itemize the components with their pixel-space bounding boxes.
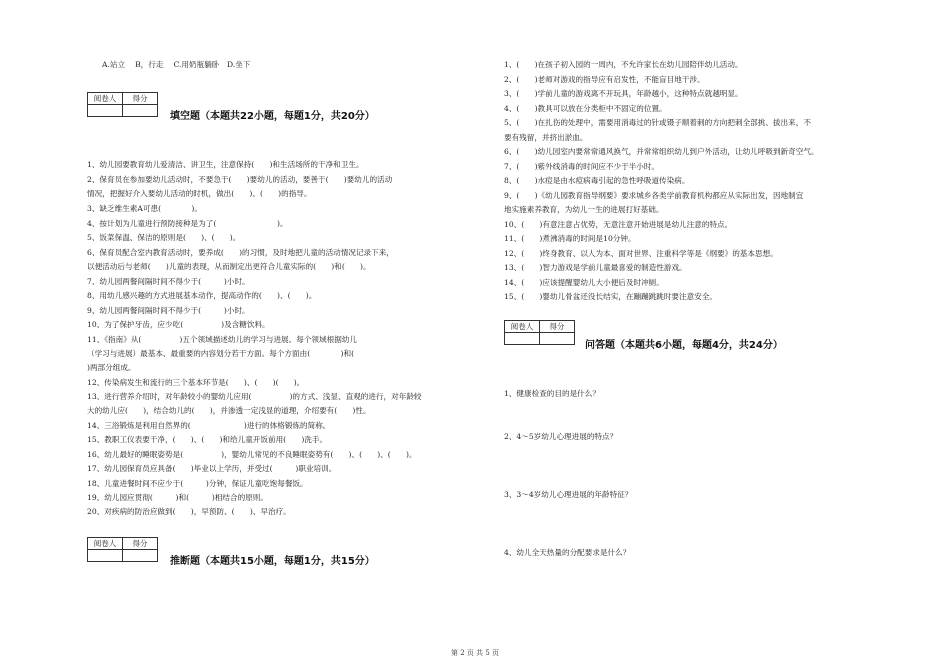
fill-line: 16、幼儿最好的睡眠姿势是( )，婴幼儿常见的不良睡眠姿势有( )、( )、( )。: [87, 450, 417, 459]
fill-line: 13、进行营养介绍时，对年龄较小的婴幼儿应用( )的方式、浅显、直观的进行，对年龄较: [87, 392, 422, 401]
judge-line: 13、( )智力游戏是学前儿童最喜爱的制造性游戏。: [504, 263, 687, 272]
score-cell[interactable]: [540, 333, 575, 345]
fill-line: 19、幼儿园应贯彻( )和( )相结合的原则。: [87, 493, 268, 502]
options-line: A.站立 B，行走 C.用奶瓶躺卧 D.坐下: [102, 60, 251, 69]
judge-line: 15、( )婴幼儿骨盆还没长结实，在蹦蹦跳跳时要注意安全。: [504, 292, 718, 301]
score-label: 得分: [123, 93, 158, 105]
judge-line: 8、( )水痘是由水痘病毒引起的急性呼吸道传染病。: [504, 176, 690, 185]
qa-question: 1、健康检查的目的是什么？: [504, 389, 600, 398]
section-heading-judge: 推断题（本题共15小题，每题1分，共15分）: [170, 556, 375, 567]
qa-question: 2、4～5岁幼儿心理进展的特点？: [504, 432, 618, 441]
page-number: 第 2 页 共 5 页: [450, 649, 500, 657]
fill-line: 20、对疾病的防治应做到( )，早预防、( )、早治疗。: [87, 507, 291, 516]
judge-line: 5、( )在扎伤的处理中，需要用消毒过的针或镊子顺着刺的方向把刺全部挑、拔出来，不: [504, 118, 811, 127]
judge-line: 2、( )老师对游戏的指导应有启发性，不能盲目地干涉。: [504, 75, 705, 84]
reviewer-cell[interactable]: [88, 550, 123, 562]
judge-line: 12、( )终身教育、以人为本、面对世界、注重科学等是《纲要》的基本思想。: [504, 249, 778, 258]
qa-question: 3、3～4岁幼儿心理进展的年龄特征？: [504, 490, 633, 499]
fill-line: 4、按计划为儿童进行预防接种是为了( )。: [87, 219, 288, 228]
score-box-judge: [87, 537, 158, 562]
judge-line: 1、( )在孩子初入园的一周内，不允许家长在幼儿园陪伴幼儿活动。: [504, 60, 743, 69]
score-box-qa: [504, 320, 575, 345]
fill-line: （学习与进展）最基本、最重要的内容划分若干方面。每个方面由( )和(: [87, 349, 377, 358]
judge-line: 3、( )学前儿童的游戏离不开玩具，年龄越小，这种特点就越明显。: [504, 89, 743, 98]
section-heading-fill: 填空题（本题共22小题，每题1分，共20分）: [170, 111, 375, 122]
score-box-fill: [87, 92, 158, 117]
score-label: 得分: [540, 321, 575, 333]
section-heading-qa: 问答题（本题共6小题，每题4分，共24分）: [585, 340, 783, 351]
judge-line: 9、( )《幼儿园教育指导纲要》要求城乡各类学前教育机构都应从实际出发，因地制宜: [504, 191, 804, 200]
judge-line: 10、( )有意注意占优势，无意注意开始进展是幼儿注意的特点。: [504, 220, 733, 229]
score-cell[interactable]: [123, 550, 158, 562]
judge-line: 14、( )应该提醒婴幼儿大小便后及时冲厕。: [504, 278, 664, 287]
fill-line: )两部分组成。: [87, 363, 136, 372]
fill-line: 11、《指南》从( )五个领域描述幼儿的学习与进展。每个领域根据幼儿: [87, 335, 357, 344]
reviewer-label: 阅卷人: [88, 538, 123, 550]
fill-line: 12、传染病发生和流行的三个基本环节是( )、( )( )。: [87, 378, 305, 387]
judge-line: 地实施素养教育，为幼儿一生的进展打好基础。: [504, 205, 664, 214]
fill-line: 3、缺乏维生素A可患( )。: [87, 204, 202, 213]
judge-line: 6、( )幼儿园室内要常常通风换气，并常常组织幼儿到户外活动，让幼儿呼吸到新奇空气。: [504, 147, 819, 156]
fill-line: 5、饭菜保温、保洁的原则是( )、( )。: [87, 233, 241, 242]
fill-line: 7、幼儿园两餐间隔时间不得少于( )小时。: [87, 277, 250, 286]
fill-line: 14、三浴锻炼是利用自然界的( )进行的体格锻炼的简称。: [87, 421, 331, 430]
fill-line: 10、为了保护牙齿，应少吃( )及含糖饮料。: [87, 320, 270, 329]
judge-line: 4、( )教具可以放在分类柜中不固定的位置。: [504, 104, 667, 113]
score-cell[interactable]: [123, 105, 158, 117]
reviewer-label: 阅卷人: [505, 321, 540, 333]
reviewer-cell[interactable]: [88, 105, 123, 117]
judge-line: 11、( )煮沸消毒的时间是10分钟。: [504, 234, 636, 243]
fill-line: 6、保育员配合室内教育活动时，要养成( )的习惯，及时地把儿童的活动情况记录下来，: [87, 248, 394, 257]
judge-line: 7、( )紫外线消毒的时间应不少于半小时。: [504, 162, 660, 171]
qa-question: 4、幼儿全天热量的分配要求是什么？: [504, 548, 631, 557]
fill-line: 9、幼儿园两餐间隔时间不得少于( )小时。: [87, 306, 250, 315]
score-label: 得分: [123, 538, 158, 550]
fill-line: 17、幼儿园保育员应具备( )毕业以上学历，并受过( )职业培训。: [87, 464, 337, 473]
judge-line: 要有残留，并挤出淤血。: [504, 133, 588, 142]
fill-line: 大的幼儿应( )，结合幼儿的( )，并渗透一定浅显的道理，介绍要有( )性。: [87, 406, 371, 415]
fill-line: 1、幼儿园要教育幼儿爱清洁、讲卫生，注意保持( )和生活场所的干净和卫生。: [87, 160, 364, 169]
fill-line: 以便活动后与老师( )儿童的表现，从而制定出更符合儿童实际的( )和( )。: [87, 262, 371, 271]
fill-line: 15、教职工仪表要干净，( )、( )和给儿童开饭前用( )洗手。: [87, 435, 328, 444]
fill-line: 2、保育员在参加要幼儿活动时，不要急于( )要幼儿的活动，要善于( )要幼儿的活动: [87, 175, 393, 184]
reviewer-cell[interactable]: [505, 333, 540, 345]
fill-line: 8、用幼儿感兴趣的方式进展基本动作，提高动作的( )、( )。: [87, 291, 317, 300]
reviewer-label: 阅卷人: [88, 93, 123, 105]
fill-line: 18、儿童进餐时间不应少于( )分钟，保证儿童吃饱每餐饭。: [87, 479, 308, 488]
fill-line: 情况，把握好介入要幼儿活动的时机，做出( )、( )的指导。: [87, 189, 312, 198]
